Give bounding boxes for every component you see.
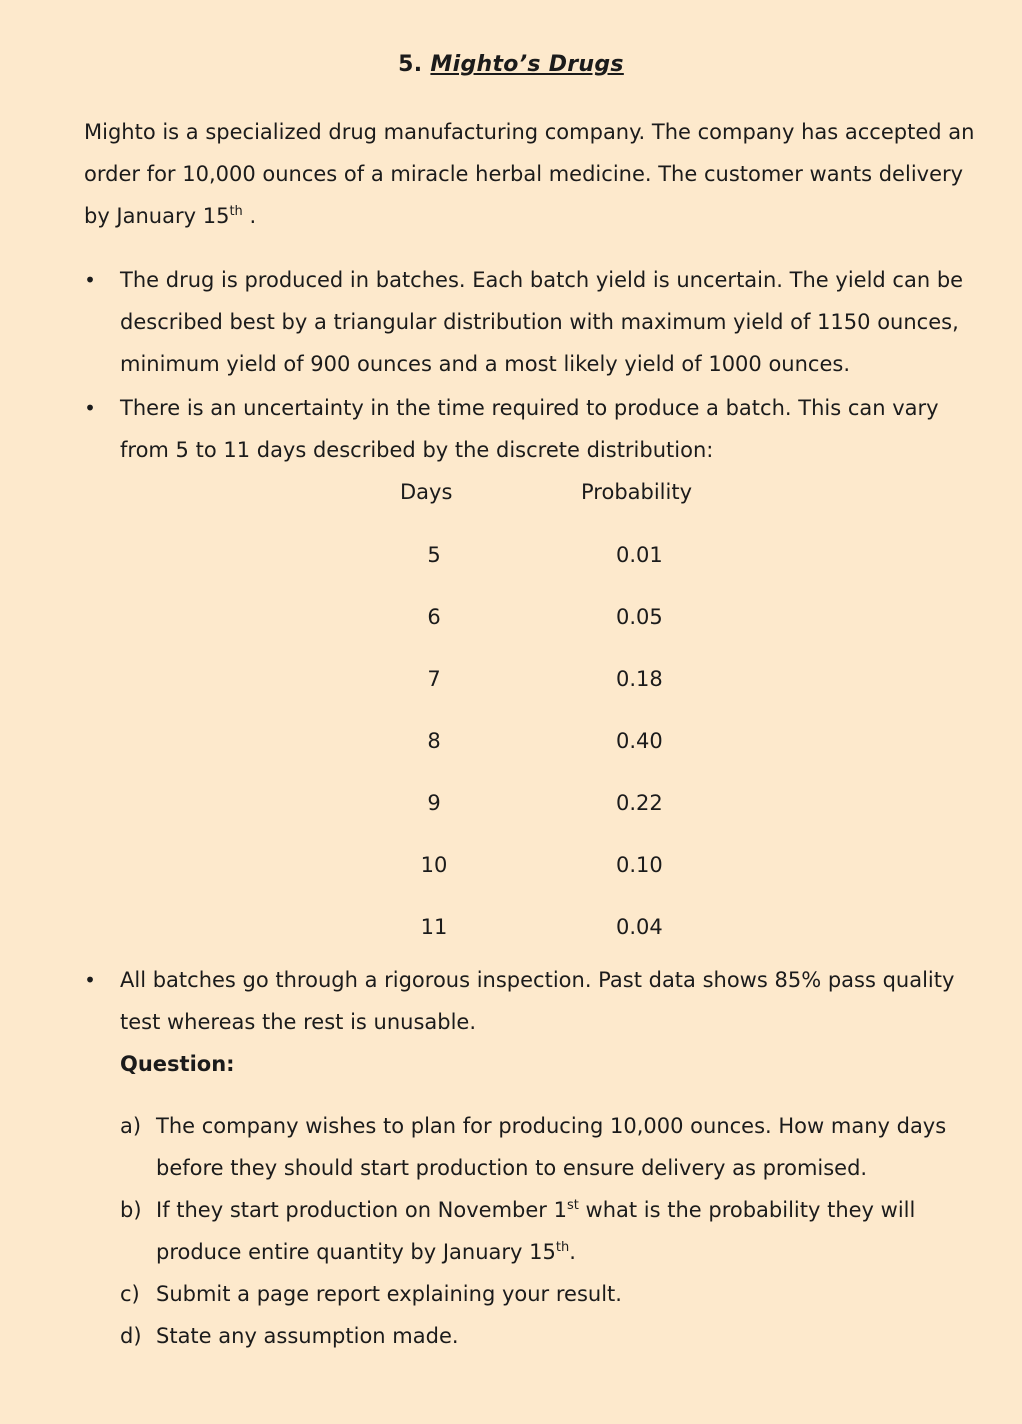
question-list <box>120 1105 989 1357</box>
bullet-dot-icon: • <box>84 268 96 292</box>
bullet-dot-icon: • <box>84 968 96 992</box>
intro-text: Mighto is a specialized drug manufacturing company. The company has accepted an order for 10,000 ounces of a miracle herbal medicine. The customer wants delivery by January 15 <box>84 120 975 228</box>
table-cell-days: 6 <box>427 605 441 629</box>
question-text: If they start production on November 1 <box>156 1198 567 1222</box>
title-name: Mighto’s Drugs <box>430 52 624 77</box>
table-cell-days: 10 <box>420 853 448 877</box>
table-row <box>120 596 720 638</box>
bullet-list <box>84 259 989 1357</box>
bullet-text: There is an uncertainty in the time required to produce a batch. This can vary from 5 to 11 days described by the discrete distribution: <box>120 396 939 462</box>
question-label: b) <box>120 1198 142 1222</box>
table-cell-probability: 0.18 <box>616 667 663 691</box>
question-label: d) <box>120 1324 142 1348</box>
table-cell-probability: 0.40 <box>616 729 663 753</box>
title-number: 5. <box>398 52 423 77</box>
table-cell-days: 5 <box>427 543 441 567</box>
question-text-end: . <box>569 1240 576 1264</box>
question-text: State any assumption made. <box>156 1324 459 1348</box>
table-row <box>120 906 720 948</box>
table-header-probability: Probability <box>581 480 693 504</box>
bullet-item-yield <box>84 259 989 385</box>
bullet-text: All batches go through a rigorous inspection. Past data shows 85% pass quality test whereas the rest is unusable. <box>120 968 955 1034</box>
question-label: c) <box>120 1282 140 1306</box>
question-heading: Question: <box>120 1052 235 1076</box>
table-cell-days: 11 <box>420 915 448 939</box>
table-cell-probability: 0.22 <box>616 791 663 815</box>
question-superscript: st <box>566 1198 579 1213</box>
table-cell-probability: 0.10 <box>616 853 663 877</box>
table-row <box>120 658 720 700</box>
table-cell-probability: 0.01 <box>616 543 663 567</box>
question-item-c <box>120 1273 989 1315</box>
question-superscript: th <box>555 1240 570 1255</box>
question-item-b <box>120 1189 989 1273</box>
intro-superscript: th <box>229 204 243 219</box>
table-cell-probability: 0.05 <box>616 605 663 629</box>
bullet-item-time <box>84 387 989 947</box>
question-text: The company wishes to plan for producing 10,000 ounces. How many days before they should start production to ensure delivery as promised. <box>156 1114 947 1180</box>
bullet-text: The drug is produced in batches. Each batch yield is uncertain. The yield can be described best by a triangular distribution with maximum yield of 1150 ounces, minimum yield of 900 ounces and a most likely yield of 1000 ounces. <box>120 268 964 376</box>
table-cell-days: 7 <box>427 667 441 691</box>
intro-text-end: . <box>242 204 257 228</box>
table-cell-probability: 0.04 <box>616 915 663 939</box>
intro-paragraph <box>84 111 984 237</box>
bullet-dot-icon: • <box>84 396 96 420</box>
table-header-days: Days <box>400 480 453 504</box>
table-row <box>120 844 720 886</box>
table-row <box>120 720 720 762</box>
document-title <box>0 52 1022 77</box>
question-item-d <box>120 1315 989 1357</box>
table-row <box>120 534 720 576</box>
question-item-a <box>120 1105 989 1189</box>
bullet-item-inspection <box>84 959 989 1357</box>
question-label: a) <box>120 1114 142 1138</box>
table-cell-days: 8 <box>427 729 441 753</box>
table-row <box>120 782 720 824</box>
table-cell-days: 9 <box>427 791 441 815</box>
distribution-table <box>120 471 989 947</box>
question-text: Submit a page report explaining your result. <box>156 1282 622 1306</box>
question-text-cont: what is the probability they will produce entire quantity by January 15 <box>156 1198 916 1264</box>
